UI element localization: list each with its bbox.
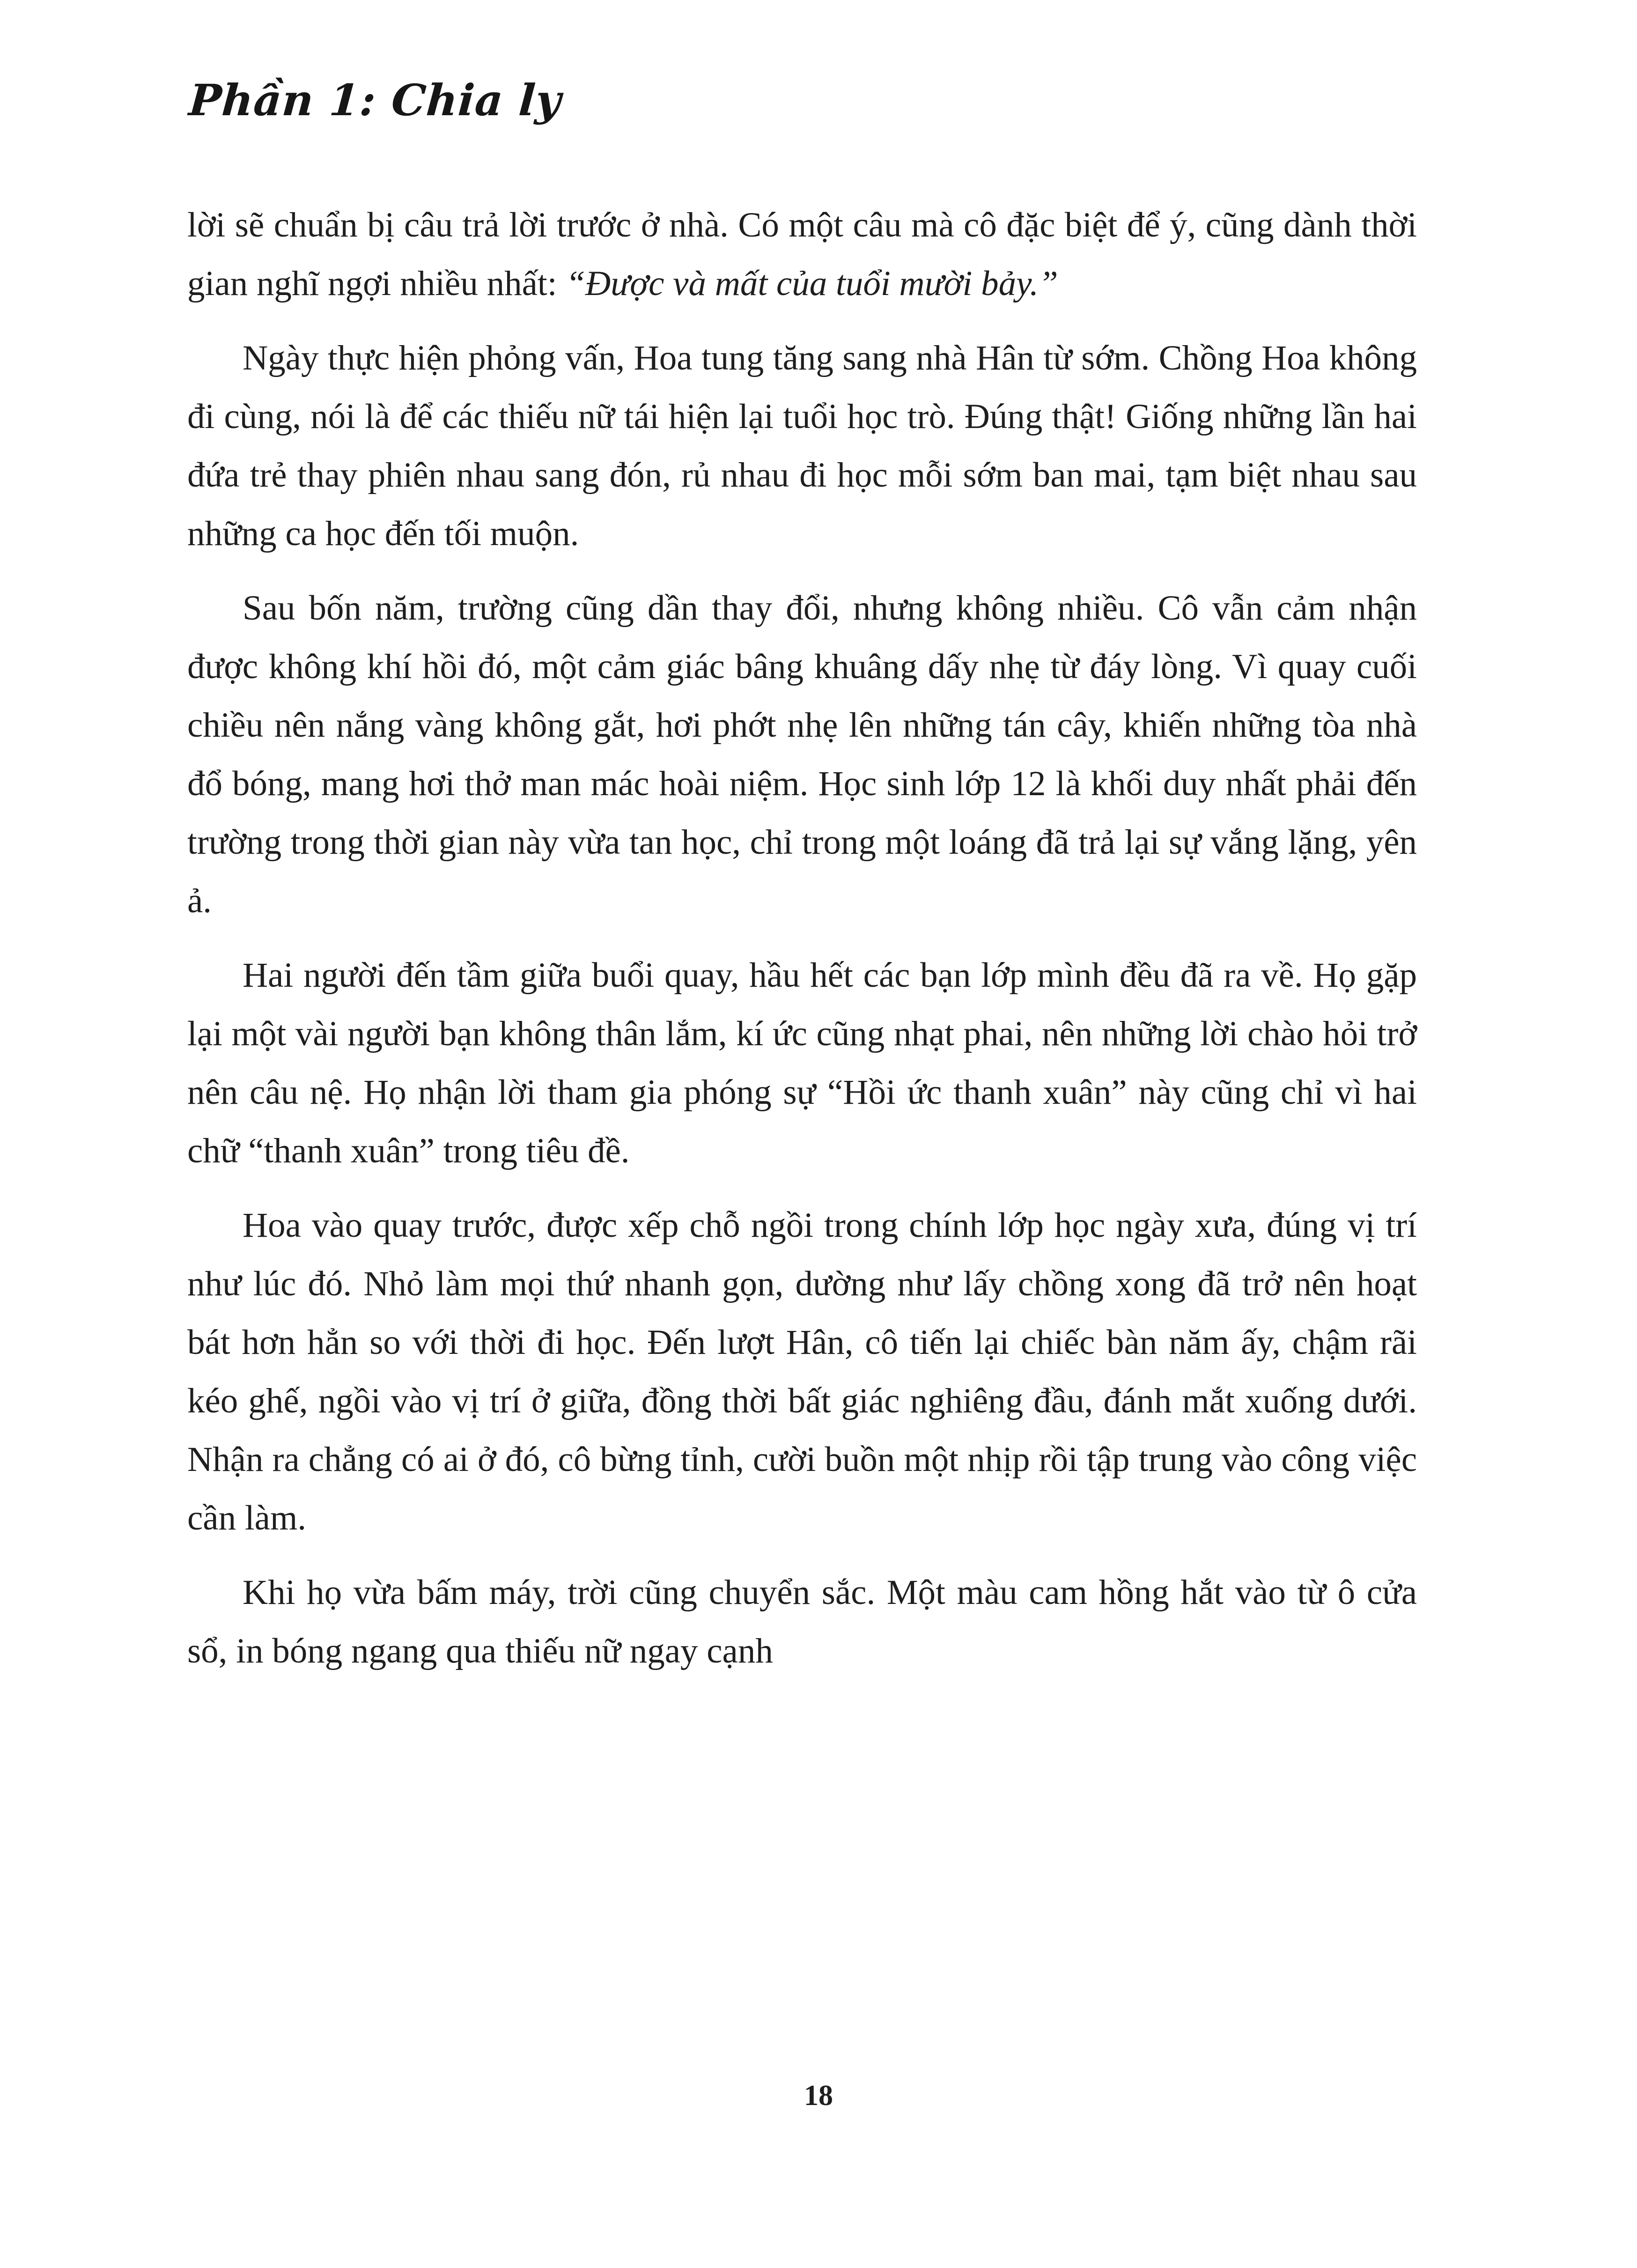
body-text <box>187 196 1417 1680</box>
paragraph <box>187 1563 1417 1680</box>
page-number: 18 <box>804 2080 833 2112</box>
text-run: Ngày thực hiện phỏng vấn, Hoa tung tăng sang nhà Hân từ sớm. Chồng Hoa không đi cùng, nói là để các thiếu nữ tái hiện lại tuổi học trò. Đúng thật! Giống những lần hai đứa trẻ thay phiên nhau sang đón, rủ nhau đi học mỗi sớm ban mai, tạm biệt nhau sau những ca học đến tối muộn. <box>187 339 1417 553</box>
italic-text-run: “Được và mất của tuổi mười bảy.” <box>566 264 1058 303</box>
paragraph <box>187 329 1417 563</box>
text-run: Sau bốn năm, trường cũng dần thay đổi, nhưng không nhiều. Cô vẫn cảm nhận được không khí hồi đó, một cảm giác bâng khuâng dấy nhẹ từ đáy lòng. Vì quay cuối chiều nên nắng vàng không gắt, hơi phớt nhẹ lên những tán cây, khiến những tòa nhà đổ bóng, mang hơi thở man mác hoài niệm. Học sinh lớp 12 là khối duy nhất phải đến trường trong thời gian này vừa tan học, chỉ trong một loáng đã trả lại sự vắng lặng, yên ả. <box>187 589 1417 920</box>
paragraph <box>187 196 1417 313</box>
text-run: Khi họ vừa bấm máy, trời cũng chuyển sắc. Một màu cam hồng hắt vào từ ô cửa sổ, in bóng ngang qua thiếu nữ ngay cạnh <box>187 1573 1417 1670</box>
paragraph <box>187 1196 1417 1547</box>
paragraph <box>187 946 1417 1180</box>
paragraph <box>187 579 1417 930</box>
text-run: lời sẽ chuẩn bị câu trả lời trước ở nhà. Có một câu mà cô đặc biệt để ý, cũng dành thời gian nghĩ ngợi nhiều nhất: <box>187 206 1417 303</box>
chapter-header: Phần 1: Chia ly <box>187 75 563 126</box>
text-run: Hoa vào quay trước, được xếp chỗ ngồi trong chính lớp học ngày xưa, đúng vị trí như lúc đó. Nhỏ làm mọi thứ nhanh gọn, dường như lấy chồng xong đã trở nên hoạt bát hơn hẳn so với thời đi học. Đến lượt Hân, cô tiến lại chiếc bàn năm ấy, chậm rãi kéo ghế, ngồi vào vị trí ở giữa, đồng thời bất giác nghiêng đầu, đánh mắt xuống dưới. Nhận ra chẳng có ai ở đó, cô bừng tỉnh, cười buồn một nhịp rồi tập trung vào công việc cần làm. <box>187 1206 1417 1537</box>
text-run: Hai người đến tầm giữa buổi quay, hầu hết các bạn lớp mình đều đã ra về. Họ gặp lại một vài người bạn không thân lắm, kí ức cũng nhạt phai, nên những lời chào hỏi trở nên câu nệ. Họ nhận lời tham gia phóng sự “Hồi ức thanh xuân” này cũng chỉ vì hai chữ “thanh xuân” trong tiêu đề. <box>187 956 1417 1170</box>
